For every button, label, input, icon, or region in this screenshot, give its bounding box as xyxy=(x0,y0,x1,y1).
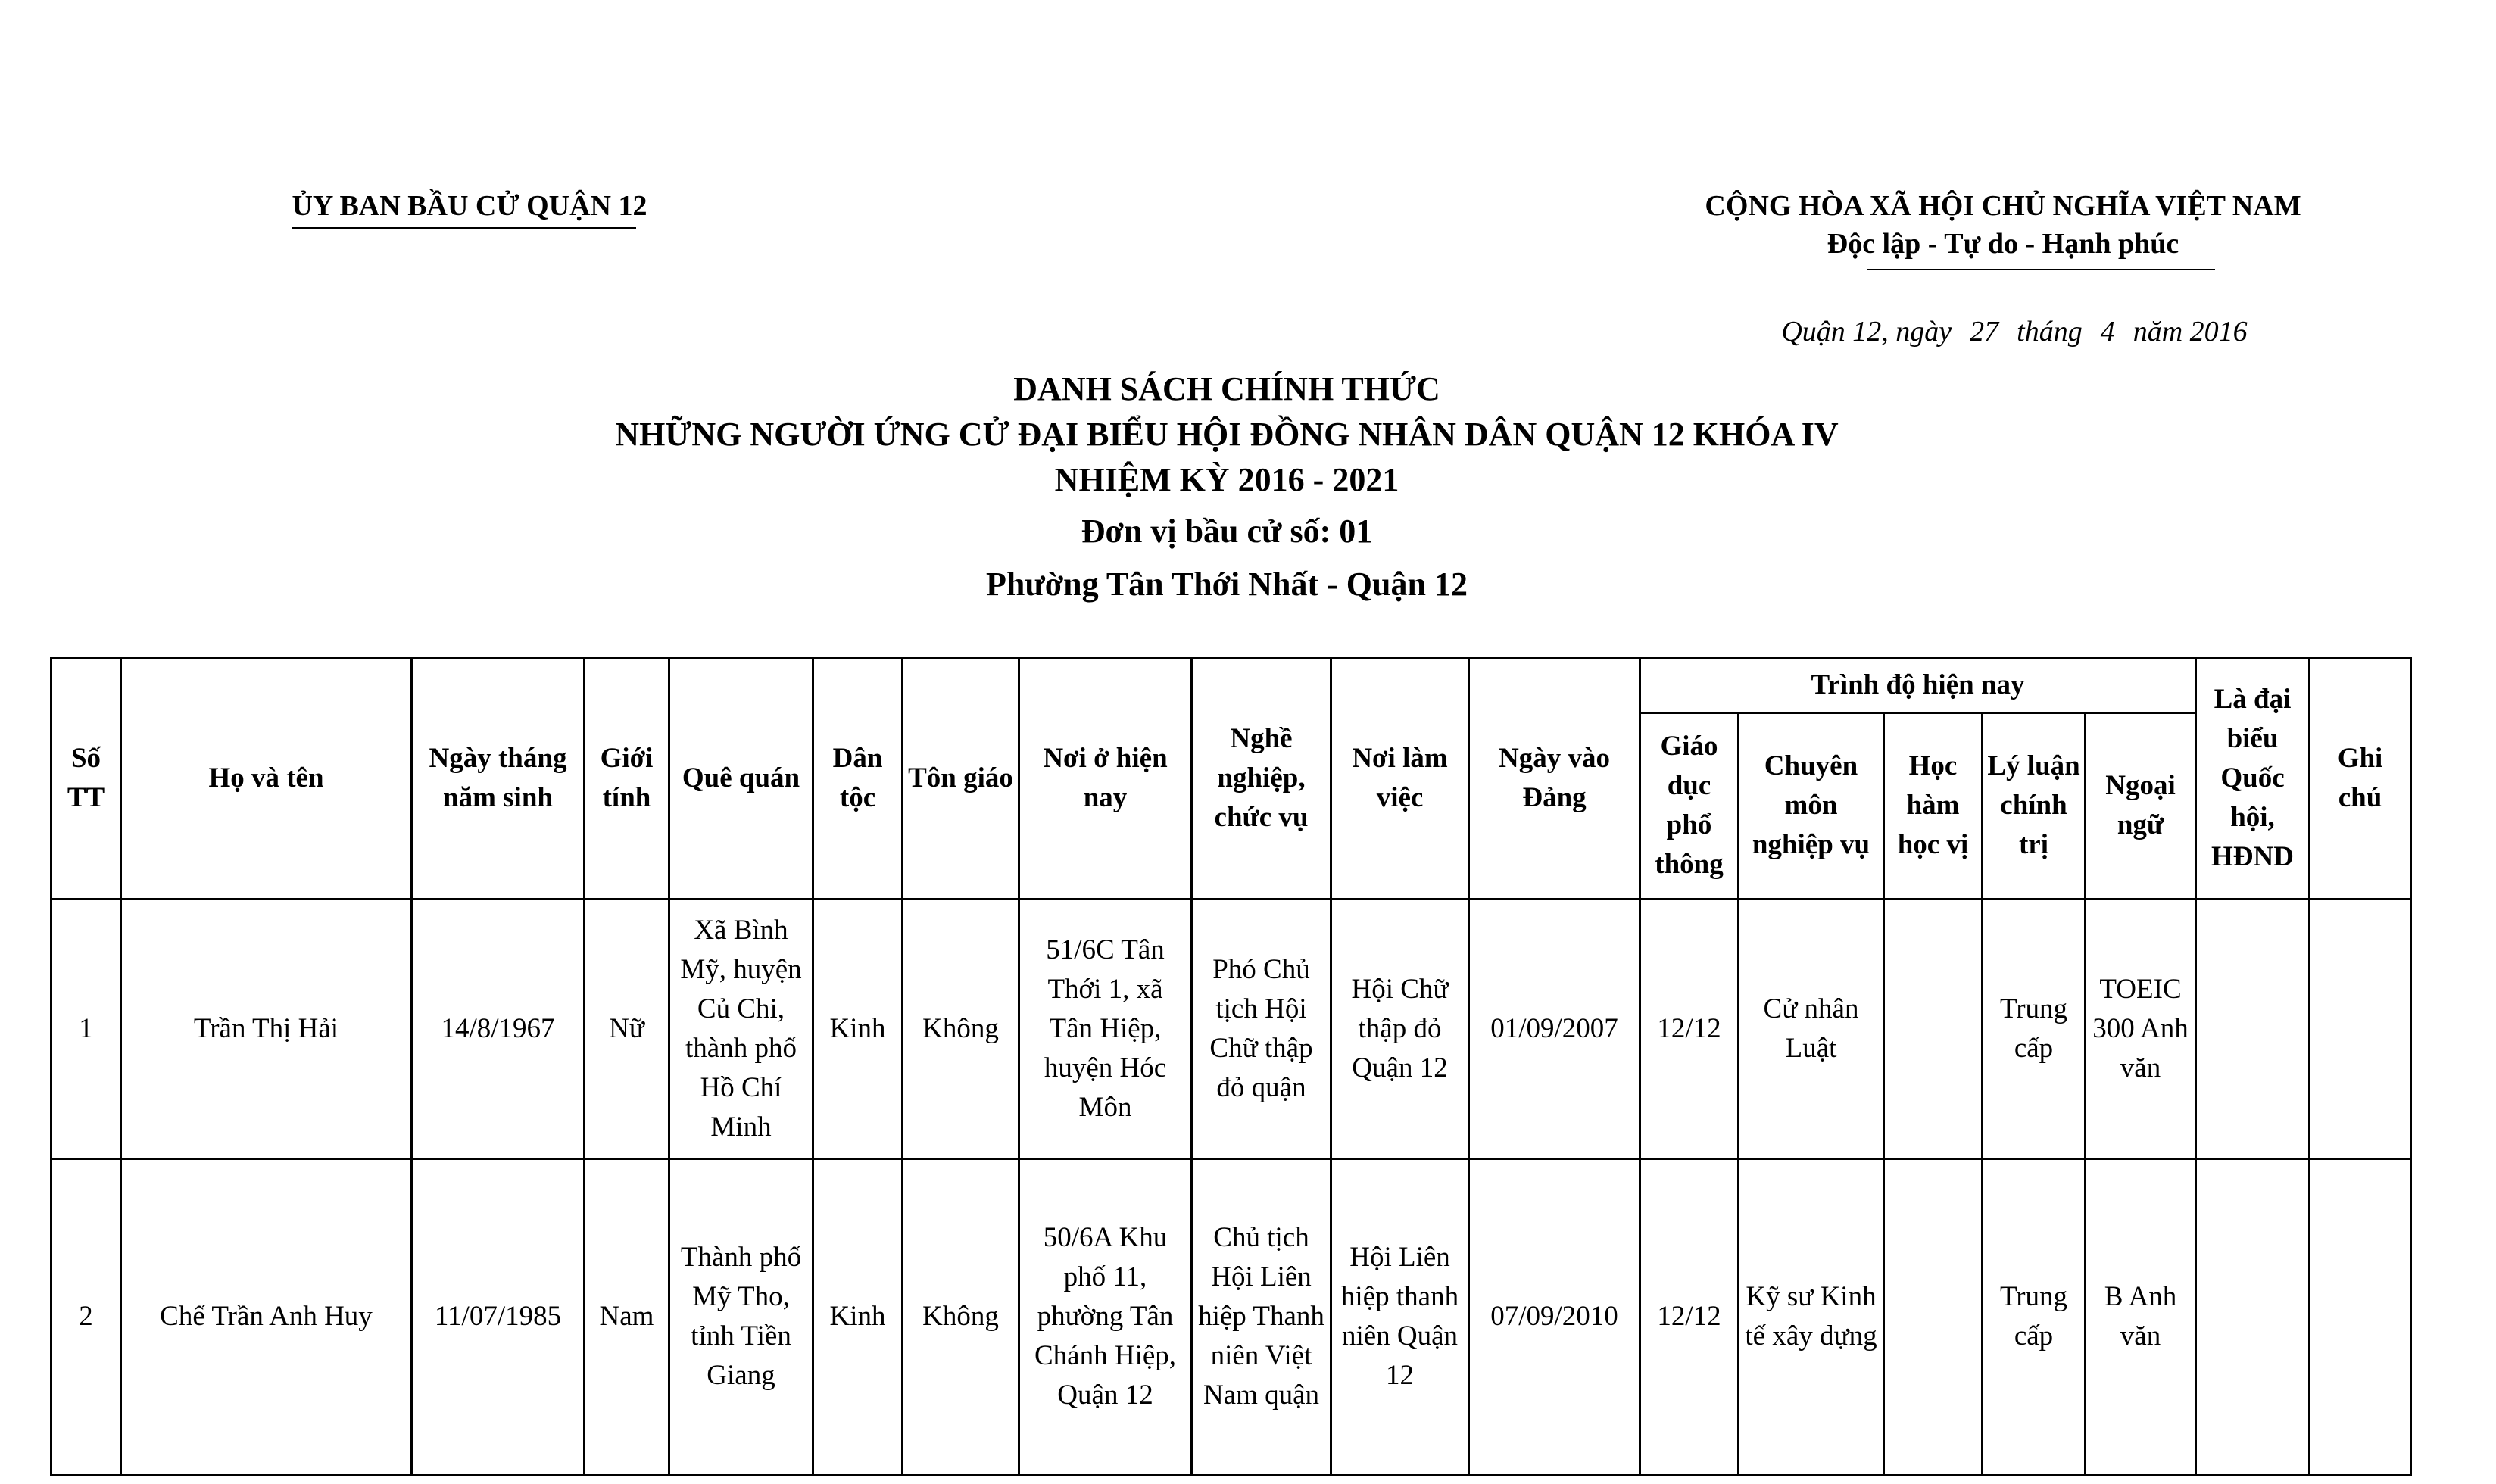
issuing-authority: ỦY BAN BẦU CỬ QUẬN 12 xyxy=(292,190,647,222)
cell-language: TOEIC 300 Anh văn xyxy=(2086,899,2196,1158)
national-motto: Độc lập - Tự do - Hạnh phúc xyxy=(1827,228,2179,260)
national-title: CỘNG HÒA XÃ HỘI CHỦ NGHĨA VIỆT NAM xyxy=(1705,190,2301,222)
col-header-name: Họ và tên xyxy=(121,659,412,899)
col-header-gender: Giới tính xyxy=(585,659,669,899)
cell-workplace: Hội Chữ thập đỏ Quận 12 xyxy=(1331,899,1469,1158)
cell-gender: Nữ xyxy=(585,899,669,1158)
col-header-political: Lý luận chính trị xyxy=(1983,712,2086,899)
col-header-party-date: Ngày vào Đảng xyxy=(1469,659,1640,899)
col-header-delegate: Là đại biểu Quốc hội, HĐND xyxy=(2196,659,2310,899)
cell-dob: 14/8/1967 xyxy=(412,899,585,1158)
cell-party-date: 01/09/2007 xyxy=(1469,899,1640,1158)
cell-note xyxy=(2310,899,2411,1158)
col-header-language: Ngoại ngữ xyxy=(2086,712,2196,899)
candidate-table xyxy=(50,657,2412,1476)
national-motto-underline xyxy=(1867,269,2215,270)
cell-language: B Anh văn xyxy=(2086,1158,2196,1475)
cell-ethnicity: Kinh xyxy=(813,899,903,1158)
electoral-unit: Đơn vị bầu cử số: 01 xyxy=(1081,513,1373,550)
dateline-month: 4 xyxy=(2100,316,2115,348)
dateline-month-label: tháng xyxy=(2017,316,2083,348)
cell-stt: 2 xyxy=(51,1158,121,1475)
cell-general-edu: 12/12 xyxy=(1640,899,1739,1158)
cell-religion: Không xyxy=(903,899,1019,1158)
col-header-academic: Học hàm học vị xyxy=(1884,712,1983,899)
col-header-religion: Tôn giáo xyxy=(903,659,1019,899)
col-header-ethnicity: Dân tộc xyxy=(813,659,903,899)
cell-specialty: Cử nhân Luật xyxy=(1739,899,1884,1158)
col-header-dob: Ngày tháng năm sinh xyxy=(412,659,585,899)
col-header-residence: Nơi ở hiện nay xyxy=(1019,659,1192,899)
table-row xyxy=(51,1158,2411,1475)
cell-delegate xyxy=(2196,899,2310,1158)
cell-party-date: 07/09/2010 xyxy=(1469,1158,1640,1475)
national-title-block xyxy=(1643,189,2363,260)
header-row-1 xyxy=(51,659,2411,713)
title-line-2: NHỮNG NGƯỜI ỨNG CỬ ĐẠI BIỂU HỘI ĐỒNG NHÂN DÂN QUẬN 12 KHÓA IV xyxy=(615,416,1839,453)
cell-specialty: Kỹ sư Kinh tế xây dựng xyxy=(1739,1158,1884,1475)
cell-workplace: Hội Liên hiệp thanh niên Quận 12 xyxy=(1331,1158,1469,1475)
cell-hometown: Thành phố Mỹ Tho, tỉnh Tiền Giang xyxy=(669,1158,813,1475)
title-line-3: NHIỆM KỲ 2016 - 2021 xyxy=(1054,461,1399,498)
col-header-specialty: Chuyên môn nghiệp vụ xyxy=(1739,712,1884,899)
col-header-hometown: Quê quán xyxy=(669,659,813,899)
col-header-workplace: Nơi làm việc xyxy=(1331,659,1469,899)
dateline xyxy=(1704,315,2325,348)
cell-name: Trần Thị Hải xyxy=(121,899,412,1158)
col-header-stt: Số TT xyxy=(51,659,121,899)
col-header-note: Ghi chú xyxy=(2310,659,2411,899)
col-header-education-group: Trình độ hiện nay xyxy=(1640,659,2196,713)
dateline-place: Quận 12, ngày xyxy=(1781,316,1952,348)
cell-name: Chế Trần Anh Huy xyxy=(121,1158,412,1475)
cell-occupation: Phó Chủ tịch Hội Chữ thập đỏ quận xyxy=(1192,899,1331,1158)
cell-academic xyxy=(1884,1158,1983,1475)
cell-political: Trung cấp xyxy=(1983,1158,2086,1475)
cell-residence: 51/6C Tân Thới 1, xã Tân Hiệp, huyện Hóc Môn xyxy=(1019,899,1192,1158)
cell-stt: 1 xyxy=(51,899,121,1158)
dateline-year: năm 2016 xyxy=(2133,316,2248,348)
cell-academic xyxy=(1884,899,1983,1158)
cell-delegate xyxy=(2196,1158,2310,1475)
cell-dob: 11/07/1985 xyxy=(412,1158,585,1475)
col-header-general-edu: Giáo dục phổ thông xyxy=(1640,712,1739,899)
ward-name: Phường Tân Thới Nhất - Quận 12 xyxy=(986,566,1468,603)
cell-political: Trung cấp xyxy=(1983,899,2086,1158)
table-row xyxy=(51,899,2411,1158)
cell-hometown: Xã Bình Mỹ, huyện Củ Chi, thành phố Hồ Chí Minh xyxy=(669,899,813,1158)
col-header-occupation: Nghề nghiệp, chức vụ xyxy=(1192,659,1331,899)
cell-religion: Không xyxy=(903,1158,1019,1475)
issuing-authority-underline xyxy=(292,227,636,229)
cell-note xyxy=(2310,1158,2411,1475)
cell-gender: Nam xyxy=(585,1158,669,1475)
dateline-day: 27 xyxy=(1970,316,1999,348)
cell-residence: 50/6A Khu phố 11, phường Tân Chánh Hiệp, Quận 12 xyxy=(1019,1158,1192,1475)
cell-ethnicity: Kinh xyxy=(813,1158,903,1475)
title-line-1: DANH SÁCH CHÍNH THỨC xyxy=(1013,370,1440,407)
cell-general-edu: 12/12 xyxy=(1640,1158,1739,1475)
cell-occupation: Chủ tịch Hội Liên hiệp Thanh niên Việt Nam quận xyxy=(1192,1158,1331,1475)
document-title xyxy=(379,366,2075,607)
